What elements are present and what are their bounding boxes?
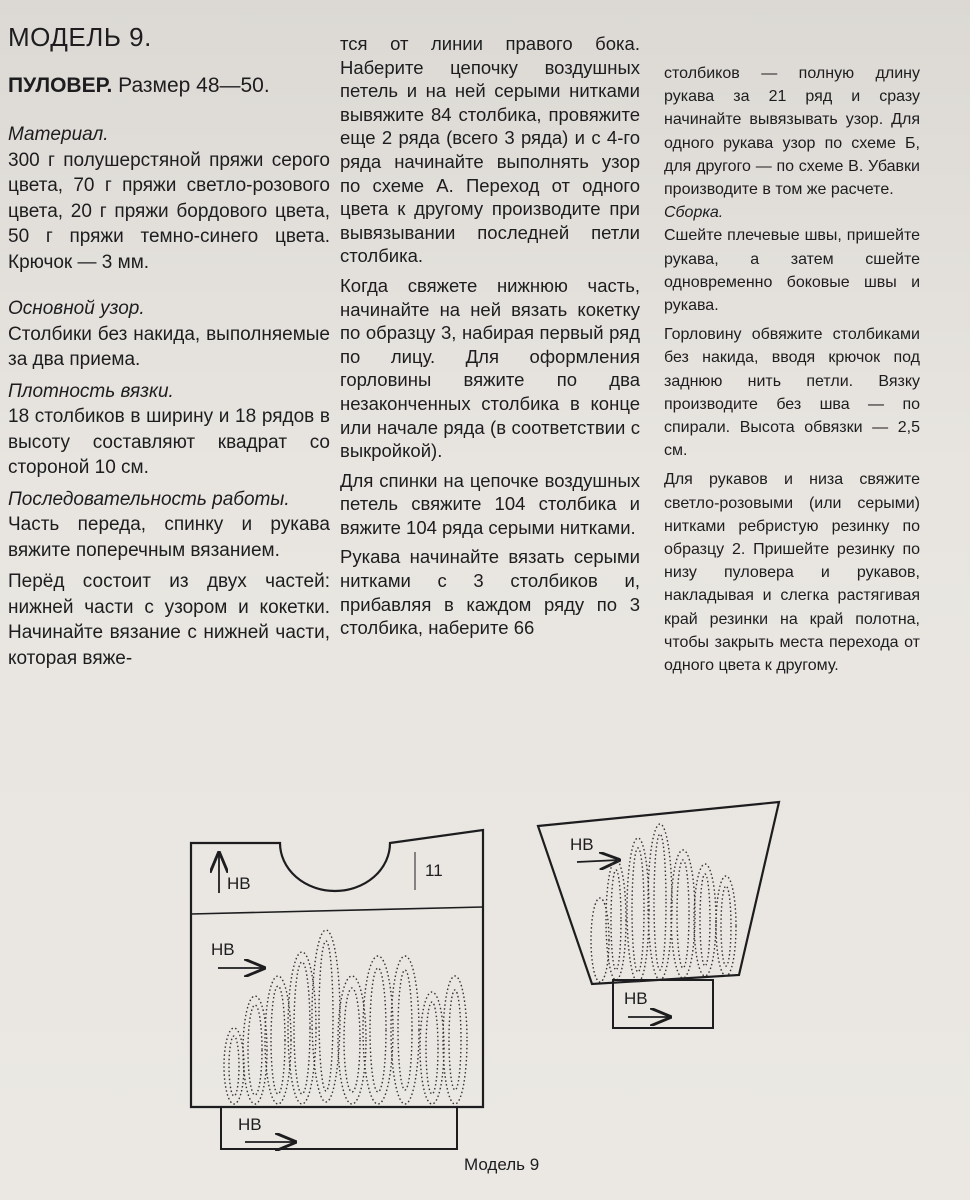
garment-name: ПУЛОВЕР.	[8, 74, 113, 97]
material-heading: Материал.	[8, 124, 109, 145]
sequence-text-2: Перёд состоит из двух частей: нижней части с узором и кокетки. Начинайте вязание с нижней части, которая вяже-	[8, 571, 330, 669]
cuff-direction-label: НВ	[624, 989, 648, 1008]
model-title: МОДЕЛЬ 9.	[8, 22, 152, 52]
sequence-text-1: Часть переда, спинку и рукава вяжите поперечным вязанием.	[8, 514, 330, 561]
col2-paragraph-3: Для спинки на цепочке воздушных петель свяжите 104 столбика и вяжите 104 ряда серыми нитками.	[340, 469, 640, 538]
material-text: 300 г полушерстяной пряжи серого цвета, 70 г пряжи светло-розового цвета, 20 г пряжи бордового цвета, 50 г пряжи темно-синего цвета. Крючок — 3 мм.	[8, 149, 330, 273]
cuff-schematic	[613, 980, 713, 1028]
density-text: 18 столбиков в ширину и 18 рядов в высоту составляют квадрат со стороной 10 см.	[8, 406, 330, 478]
col2-paragraph-1: тся от линии правого бока. Наберите цепочку воздушных петель и на ней серыми нитками вывяжите 84 столбика, провяжите еще 2 ряда (всего 3 ряда) и с 4-го ряда начинайте выполнять узор по схеме А. Переход от одного цвета к другому производите при вывязывании последней петли столбика.	[340, 33, 640, 267]
col2-paragraph-2: Когда свяжете нижнюю часть, начинайте на ней вязать кокетку по образцу 3, набирая первый ряд по лицу. Для оформления горловины вяжите по два незаконченных столбика в конце или начале ряда (в соответствии с выкройкой).	[340, 274, 640, 462]
front-pattern-motif	[224, 930, 467, 1104]
body-direction-label: НВ	[211, 940, 235, 959]
col3-paragraph-2: Сшейте плечевые швы, пришейте рукава, а затем сшейте одновременно боковые швы и рукава.	[664, 227, 920, 315]
sequence-heading: Последовательность работы.	[8, 488, 290, 510]
sleeve-direction-label: НВ	[570, 835, 594, 854]
assembly-heading: Сборка.	[664, 204, 724, 222]
figure-caption: Модель 9	[464, 1155, 540, 1174]
col3-paragraph-1: столбиков — полную длину рукава за 21 ряд и сразу начинайте вывязывать узор. Для одного рукава узор по схеме Б, для другого — по схеме В. Убавки производите в том же расчете.	[664, 65, 920, 199]
front-band-schematic	[221, 1107, 457, 1149]
pattern-heading: Основной узор.	[8, 298, 145, 319]
yoke-direction-label: НВ	[227, 874, 251, 893]
size-text: Размер 48—50.	[112, 74, 270, 97]
sleeve-schematic	[538, 802, 779, 984]
yoke-rows-label: 11	[425, 861, 443, 880]
band-direction-label: НВ	[238, 1115, 262, 1134]
col3-paragraph-4: Для рукавов и низа свяжите светло-розовыми (или серыми) нитками ребристую резинку по образцу 2. Пришейте резинку по низу пуловера и рукавов, накладывая и слегка растягивая край резинки на край полотна, чтобы закрыть места перехода от одного цвета к другому.	[664, 471, 920, 675]
front-piece-schematic	[191, 830, 483, 1107]
pattern-text: Столбики без накида, выполняемые за два приема.	[8, 323, 330, 370]
density-heading: Плотность вязки.	[8, 380, 174, 402]
col3-paragraph-3: Горловину обвяжите столбиками без накида, вводя крючок под заднюю нить петли. Вязку производите без шва — по спирали. Высота обвязки — 2,5 см.	[664, 326, 920, 460]
right-arrow-icon	[577, 860, 619, 862]
col2-paragraph-4: Рукава начинайте вязать серыми нитками с 3 столбиков и, прибавляя в каждом ряду по 3 столбика, наберите 66	[340, 546, 640, 639]
sleeve-pattern-motif	[591, 824, 736, 982]
